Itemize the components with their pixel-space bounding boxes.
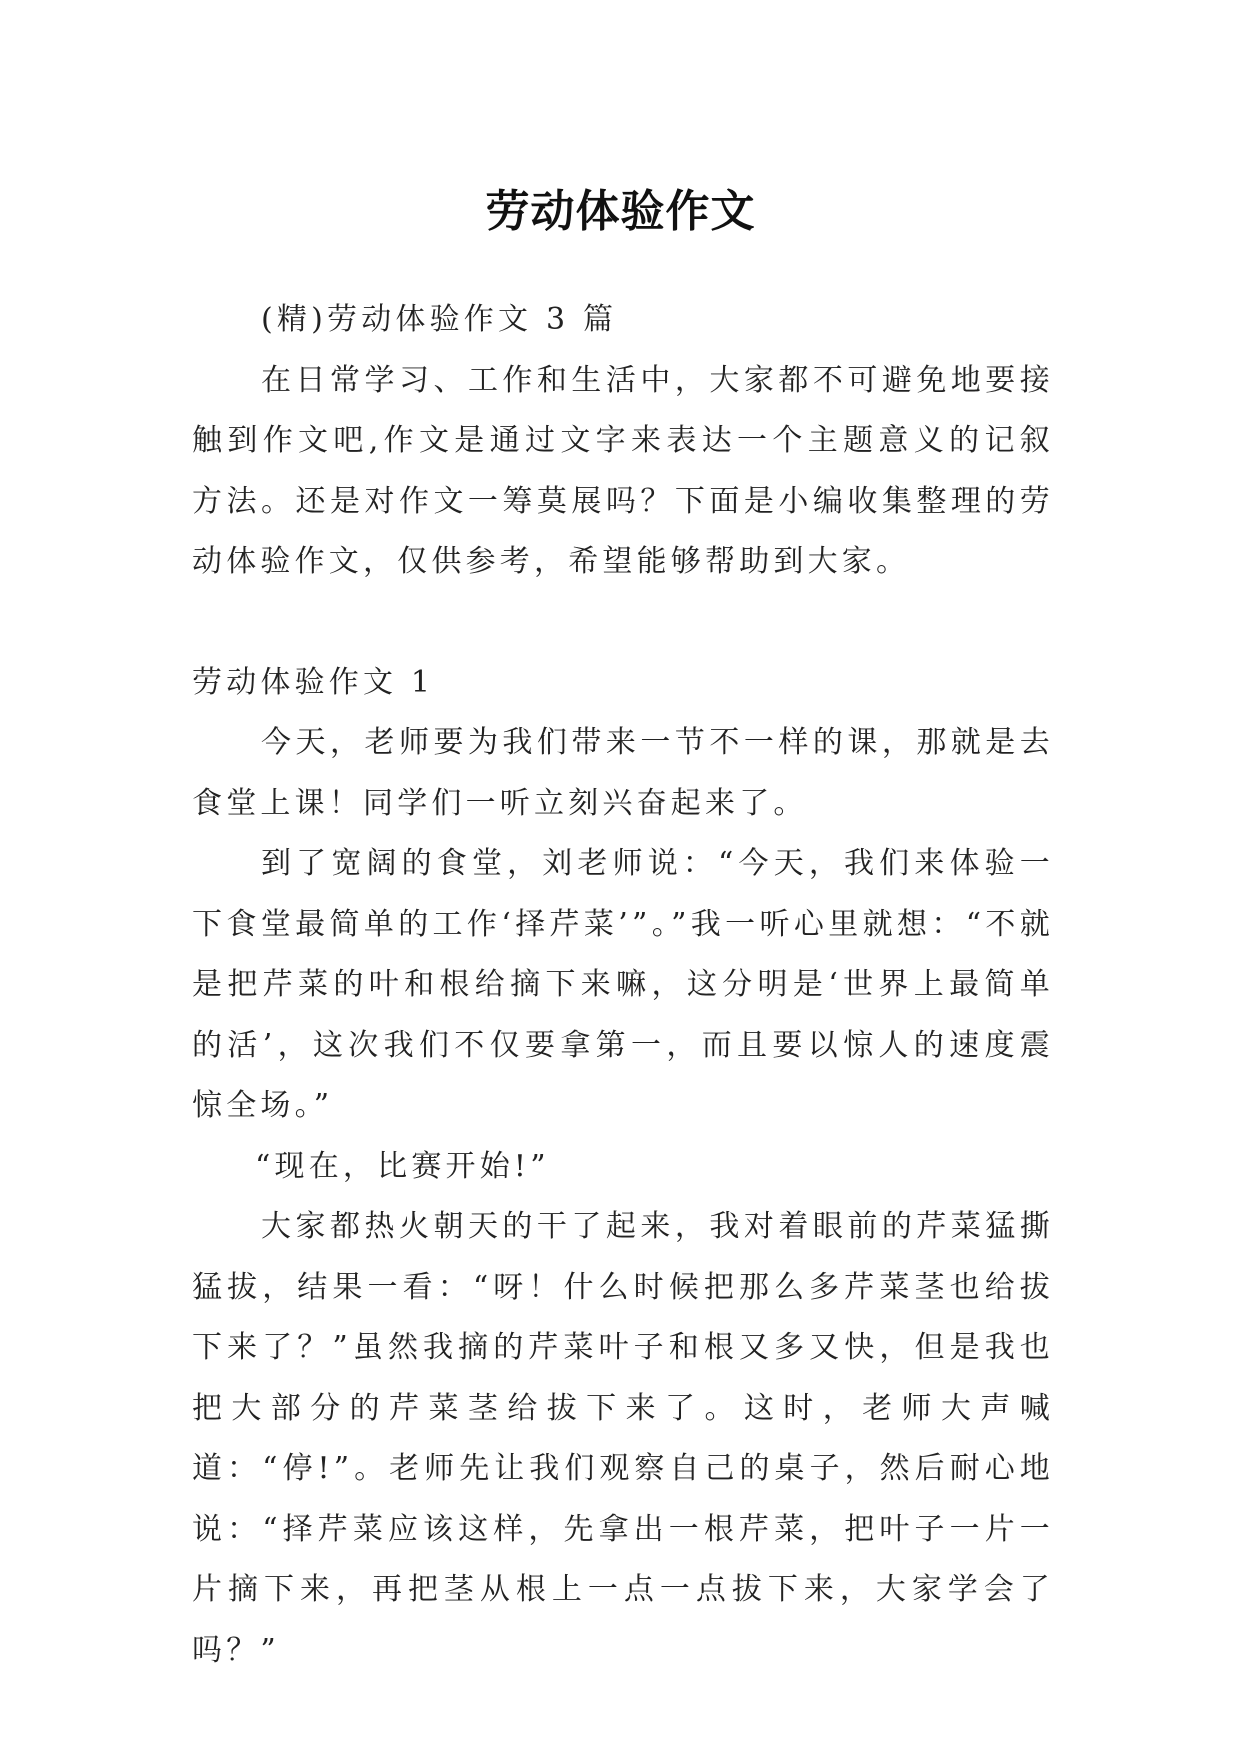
- document-body: [192, 290, 1054, 1681]
- document-title: 劳动体验作文: [485, 186, 756, 238]
- subtitle-paragraph: (精)劳动体验作文 3 篇: [261, 302, 618, 337]
- body-paragraph: 大家都热火朝天的干了起来，我对着眼前的芹菜猛撕猛拔，结果一看：“呀！什么时候把那么多芹菜茎也给拔下来了？”虽然我摘的芹菜叶子和根又多又快，但是我也把大部分的芹菜茎给拔下来了。这时，老师大声喊道：“停!”。老师先让我们观察自己的桌子，然后耐心地说：“择芹菜应该这样，先拿出一根芹菜，把叶子一片一片摘下来，再把茎从根上一点一点拔下来，大家学会了吗？”: [192, 1209, 1054, 1668]
- body-paragraph: 到了宽阔的食堂，刘老师说：“今天，我们来体验一下食堂最简单的工作‘择芹菜’”。”我一听心里就想：“不就是把芹菜的叶和根给摘下来嘛，这分明是‘世界上最简单的活’，这次我们不仅要拿第一，而且要以惊人的速度震惊全场。”: [192, 846, 1054, 1123]
- body-paragraph: “现在，比赛开始!”: [255, 1148, 550, 1184]
- body-paragraph: 今天，老师要为我们带来一节不一样的课，那就是去食堂上课！同学们一听立刻兴奋起来了。: [192, 725, 1054, 821]
- intro-paragraph: 在日常学习、工作和生活中，大家都不可避免地要接触到作文吧,作文是通过文字来表达一个主题意义的记叙方法。还是对作文一筹莫展吗？下面是小编收集整理的劳动体验作文，仅供参考，希望能够帮助到大家。: [192, 362, 1054, 579]
- section-heading: 劳动体验作文 1: [192, 664, 435, 700]
